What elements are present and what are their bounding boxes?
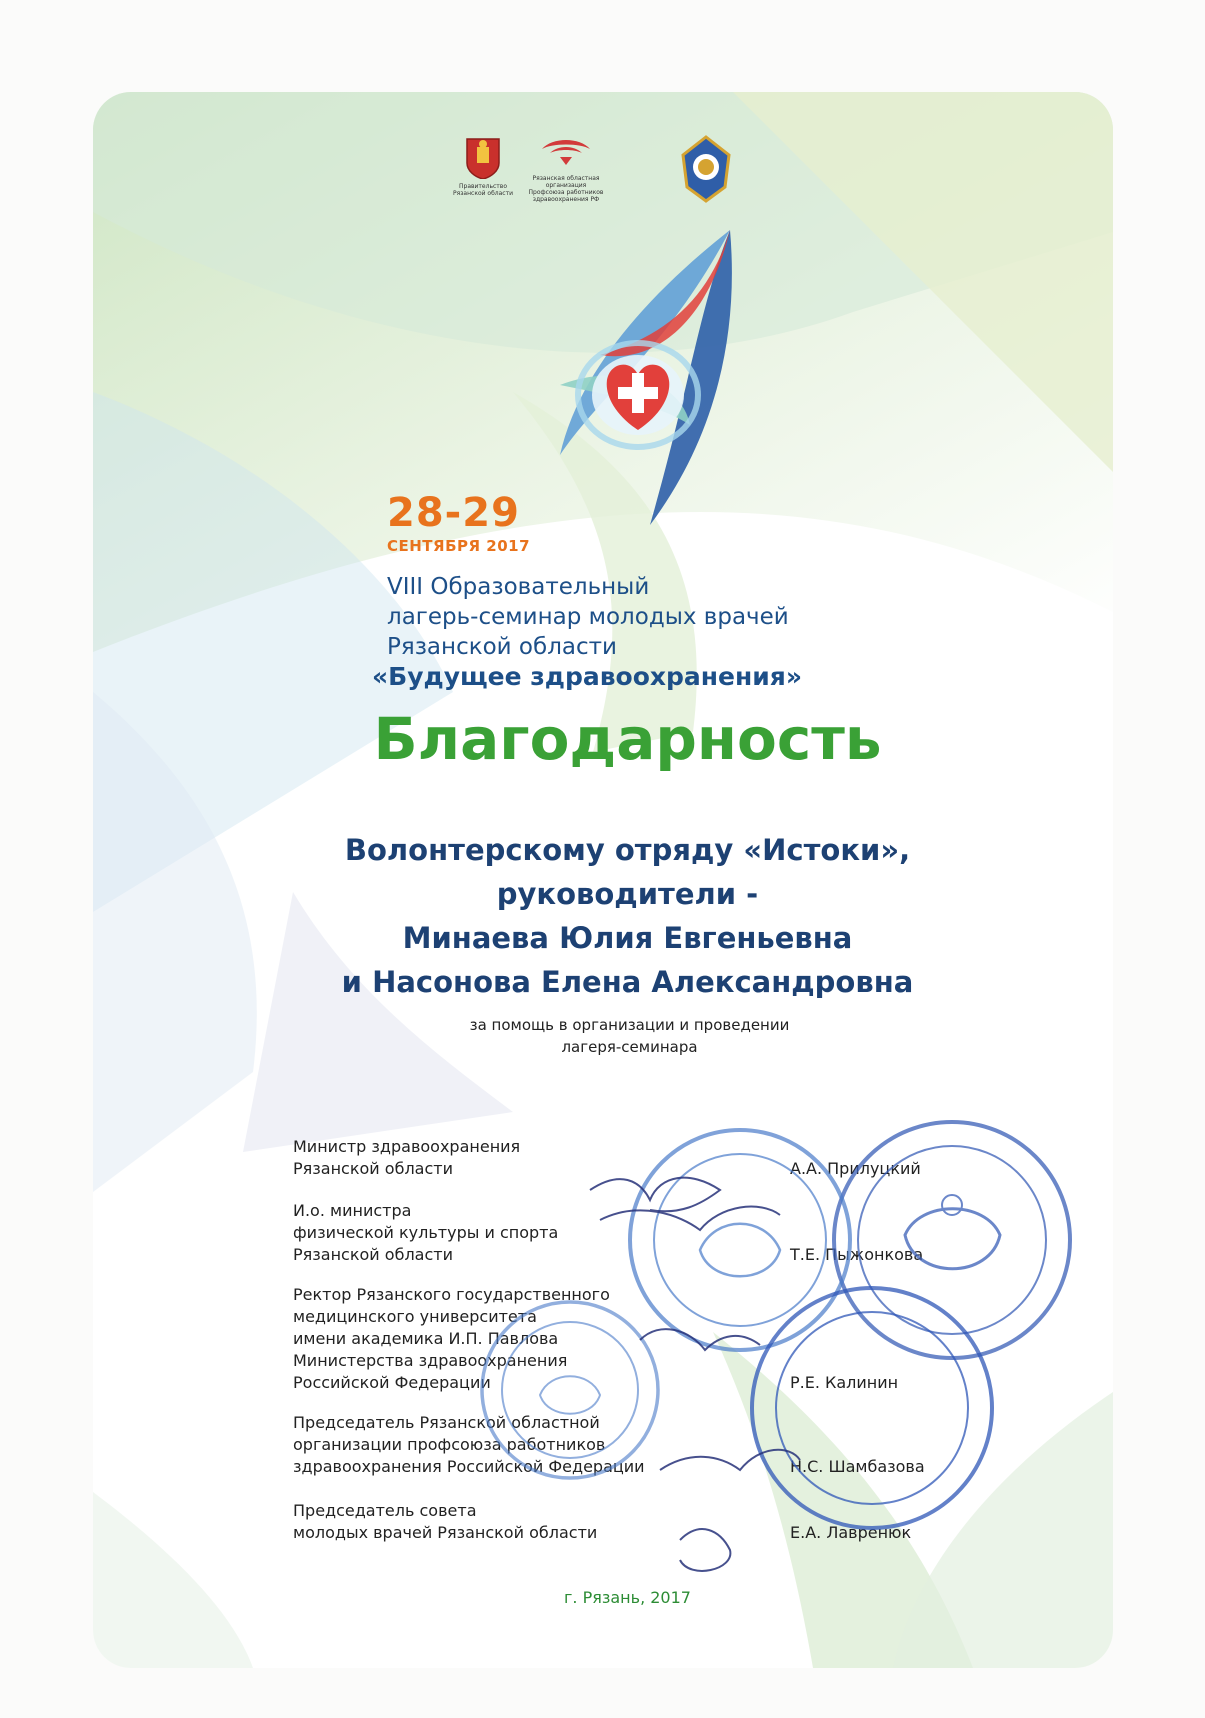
signatory-3-name: Р.Е. Калинин (790, 1373, 899, 1392)
logos-row (0, 135, 1205, 215)
signatory-title-line: имени академика И.П. Павлова (293, 1329, 559, 1348)
signatory-title-line: Российской Федерации (293, 1373, 491, 1392)
signatory-title-line: Рязанской области (293, 1159, 453, 1178)
coat-of-arms-icon (465, 135, 501, 179)
event-line-2: лагерь-семинар молодых врачей (387, 604, 789, 630)
signatory-title-line: медицинского университета (293, 1307, 537, 1326)
signatory-3-title (293, 1284, 610, 1394)
university-emblem-icon (679, 135, 733, 203)
signatory-title-line: Рязанской области (293, 1245, 453, 1264)
recipient-line-1: Волонтерскому отряду «Истоки», (344, 833, 911, 867)
event-name: «Будущее здравоохранения» (372, 662, 803, 691)
signatory-2-name: Т.Е. Пыжонкова (790, 1245, 924, 1264)
signatory-1-name: А.А. Прилуцкий (790, 1159, 921, 1178)
union-emblem-icon (536, 135, 596, 171)
signatory-4-title (293, 1412, 645, 1478)
gov-caption-1: Правительство (459, 183, 507, 190)
recipient-line-2: руководители - (496, 877, 759, 911)
university-logo (676, 135, 736, 207)
signatory-title-line: молодых врачей Рязанской области (293, 1523, 598, 1542)
reason-line-1: за помощь в организации и проведении (469, 1016, 790, 1034)
event-emblem (540, 225, 790, 535)
event-line-1: VIII Образовательный (387, 574, 650, 600)
signatory-1-title (293, 1136, 520, 1180)
certificate-title: Благодарность (373, 705, 882, 773)
signatory-title-line: Министр здравоохранения (293, 1137, 521, 1156)
union-logo (521, 135, 611, 203)
union-caption-1: Рязанская областная организация (532, 175, 600, 189)
event-month-year: СЕНТЯБРЯ 2017 (387, 537, 531, 555)
union-caption-3: здравоохранения РФ (532, 196, 600, 203)
signatory-title-line: организации профсоюза работников (293, 1435, 606, 1454)
gov-caption-2: Рязанской области (453, 190, 513, 197)
signatory-title-line: Председатель Рязанской областной (293, 1413, 600, 1432)
signatory-title-line: физической культуры и спорта (293, 1223, 559, 1242)
gov-logo (448, 135, 518, 197)
signatory-4-name: Н.С. Шамбазова (790, 1457, 925, 1476)
signatory-5-title (293, 1500, 597, 1544)
union-caption-2: Профсоюза работников (528, 189, 604, 196)
signatory-5-name: Е.А. Лавренюк (790, 1523, 912, 1542)
signatory-title-line: здравоохранения Российской Федерации (293, 1457, 645, 1476)
signatory-title-line: Министерства здравоохранения (293, 1351, 568, 1370)
signatory-title-line: Председатель совета (293, 1501, 477, 1520)
signatory-2-title (293, 1200, 558, 1266)
event-dates: 28-29 (387, 490, 520, 536)
recipient-line-3: Минаева Юлия Евгеньевна (402, 921, 853, 955)
signatory-title-line: Ректор Рязанского государственного (293, 1285, 610, 1304)
event-line-3: Рязанской области (387, 634, 617, 660)
reason-line-2: лагеря-семинара (561, 1038, 698, 1056)
recipient-line-4: и Насонова Елена Александровна (341, 965, 914, 999)
event-description (387, 572, 789, 662)
city-year: г. Рязань, 2017 (564, 1588, 691, 1607)
signatory-title-line: И.о. министра (293, 1201, 412, 1220)
